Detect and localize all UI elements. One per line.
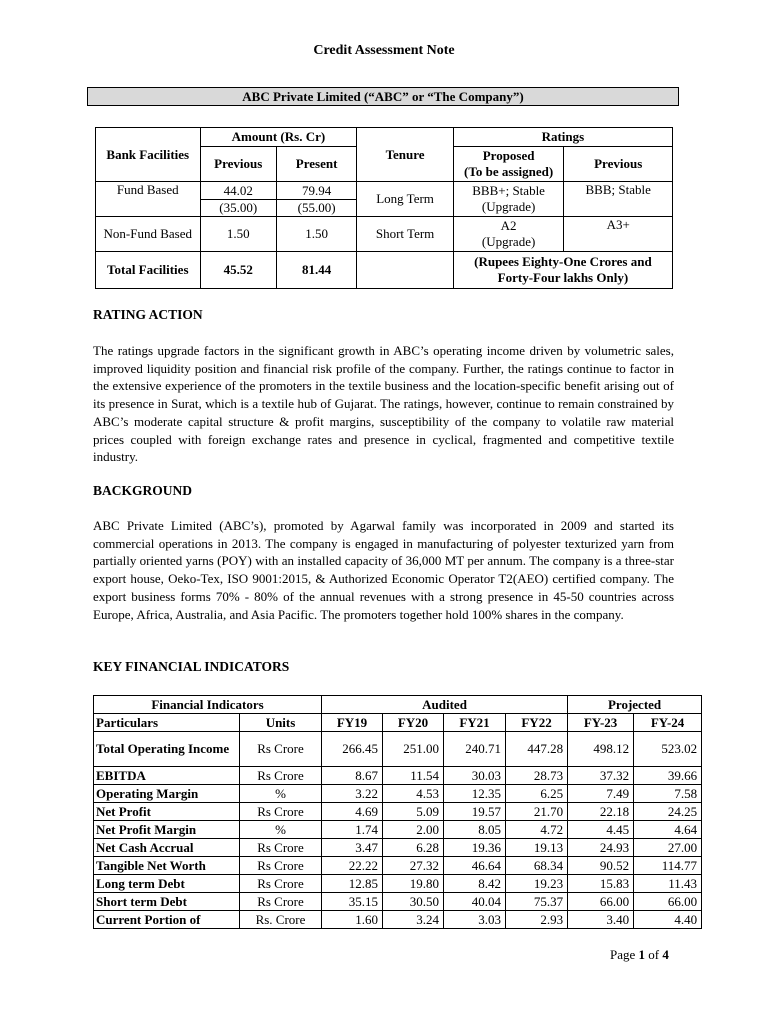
kfi-value-cell: 22.22 <box>322 857 383 875</box>
kfi-row-unit: Rs Crore <box>240 875 322 893</box>
kfi-value-cell: 15.83 <box>568 875 634 893</box>
kfi-group-audited: Audited <box>322 696 568 714</box>
kfi-value-cell: 4.53 <box>383 785 444 803</box>
header-tenure: Tenure <box>357 128 454 182</box>
kfi-column-header: FY-23 <box>568 714 634 732</box>
kfi-value-cell: 1.60 <box>322 911 383 929</box>
kfi-value-cell: 66.00 <box>568 893 634 911</box>
header-ratings-previous: Previous <box>564 147 673 182</box>
page-current: 1 <box>638 947 646 962</box>
table-row <box>94 857 702 875</box>
rating-action-paragraph: The ratings upgrade factors in the significant growth in ABC’s operating income driven by volumetric sales, improved liquidity position and financial risk profile of the company. Further, the ratings continue to factor in the extensive experience of the promoters in the textile business and the location-specific benefit arising out of its presence in Surat, which is a textile hub of Gujarat. The ratings, however, continue to remain constrained by ABC’s moderate capital structure & profit margins, susceptibility of the company to volatile raw material prices coupled with foreign exchange rates and presence in cyclical, fragmented and competitive textile industry. <box>93 343 674 465</box>
kfi-value-cell: 27.00 <box>634 839 702 857</box>
row-fund-based-previous: 44.02 <box>200 182 276 200</box>
kfi-value-cell: 3.24 <box>383 911 444 929</box>
kfi-value-cell: 68.34 <box>506 857 568 875</box>
kfi-row-unit: Rs Crore <box>240 803 322 821</box>
kfi-value-cell: 3.22 <box>322 785 383 803</box>
kfi-value-cell: 447.28 <box>506 732 568 767</box>
kfi-value-cell: 66.00 <box>634 893 702 911</box>
row-non-fund-based-present: 1.50 <box>276 217 356 252</box>
kfi-row-unit: % <box>240 785 322 803</box>
row-fund-based-name: Fund Based <box>96 182 201 217</box>
kfi-value-cell: 4.40 <box>634 911 702 929</box>
kfi-row-label: EBITDA <box>94 767 240 785</box>
company-banner: ABC Private Limited (“ABC” or “The Company”) <box>87 87 679 106</box>
bank-facilities-table <box>95 127 673 289</box>
kfi-value-cell: 7.49 <box>568 785 634 803</box>
kfi-row-label: Operating Margin <box>94 785 240 803</box>
kfi-value-cell: 3.03 <box>444 911 506 929</box>
kfi-value-cell: 19.23 <box>506 875 568 893</box>
kfi-column-header: FY21 <box>444 714 506 732</box>
page-number <box>610 947 669 963</box>
row-fund-based-proposed <box>453 182 564 217</box>
kfi-row-label: Net Cash Accrual <box>94 839 240 857</box>
row-fund-based-proposed-line1: BBB+; Stable <box>472 183 545 198</box>
kfi-column-header: Units <box>240 714 322 732</box>
rating-action-heading: RATING ACTION <box>93 307 203 322</box>
row-non-fund-based-tenure: Short Term <box>357 217 454 252</box>
kfi-row-unit: Rs Crore <box>240 767 322 785</box>
table-row <box>94 875 702 893</box>
kfi-value-cell: 3.40 <box>568 911 634 929</box>
header-amount-present: Present <box>276 147 356 182</box>
kfi-value-cell: 251.00 <box>383 732 444 767</box>
kfi-value-cell: 11.43 <box>634 875 702 893</box>
kfi-value-cell: 46.64 <box>444 857 506 875</box>
page-total: 4 <box>662 947 669 962</box>
kfi-value-cell: 6.25 <box>506 785 568 803</box>
table-row <box>94 767 702 785</box>
kfi-value-cell: 24.93 <box>568 839 634 857</box>
kfi-value-cell: 19.36 <box>444 839 506 857</box>
row-fund-based-previous-sub: (35.00) <box>200 200 276 217</box>
kfi-value-cell: 523.02 <box>634 732 702 767</box>
key-financial-indicators-table <box>93 695 702 929</box>
kfi-value-cell: 40.04 <box>444 893 506 911</box>
kfi-row-unit: Rs. Crore <box>240 911 322 929</box>
kfi-value-cell: 12.35 <box>444 785 506 803</box>
page-prefix: Page <box>610 947 639 962</box>
kfi-value-cell: 19.13 <box>506 839 568 857</box>
kfi-value-cell: 498.12 <box>568 732 634 767</box>
kfi-row-label: Net Profit Margin <box>94 821 240 839</box>
kfi-row-unit: Rs Crore <box>240 732 322 767</box>
header-amount: Amount (Rs. Cr) <box>200 128 357 147</box>
kfi-row-label: Tangible Net Worth <box>94 857 240 875</box>
kfi-value-cell: 19.57 <box>444 803 506 821</box>
row-total-present: 81.44 <box>276 252 356 289</box>
header-ratings: Ratings <box>453 128 672 147</box>
kfi-column-header-row <box>94 714 702 732</box>
kfi-row-unit: Rs Crore <box>240 893 322 911</box>
row-total-name: Total Facilities <box>96 252 201 289</box>
kfi-column-header: Particulars <box>94 714 240 732</box>
kfi-group-projected: Projected <box>568 696 702 714</box>
kfi-value-cell: 6.28 <box>383 839 444 857</box>
kfi-row-unit: Rs Crore <box>240 839 322 857</box>
kfi-value-cell: 24.25 <box>634 803 702 821</box>
kfi-value-cell: 1.74 <box>322 821 383 839</box>
kfi-column-header: FY22 <box>506 714 568 732</box>
kfi-value-cell: 2.00 <box>383 821 444 839</box>
kfi-column-header: FY20 <box>383 714 444 732</box>
kfi-row-label: Total Operating Income <box>94 732 240 767</box>
kfi-value-cell: 266.45 <box>322 732 383 767</box>
kfi-value-cell: 12.85 <box>322 875 383 893</box>
kfi-group-financial-indicators: Financial Indicators <box>94 696 322 714</box>
kfi-value-cell: 7.58 <box>634 785 702 803</box>
row-non-fund-based-proposed-line1: A2 <box>500 218 517 233</box>
table-row <box>94 839 702 857</box>
kfi-value-cell: 11.54 <box>383 767 444 785</box>
row-non-fund-based-name: Non-Fund Based <box>96 217 201 252</box>
kfi-value-cell: 28.73 <box>506 767 568 785</box>
kfi-value-cell: 5.09 <box>383 803 444 821</box>
kfi-value-cell: 4.64 <box>634 821 702 839</box>
header-amount-previous: Previous <box>200 147 276 182</box>
row-fund-based-present-sub: (55.00) <box>276 200 356 217</box>
row-fund-based-present: 79.94 <box>276 182 356 200</box>
header-proposed-line2: (To be assigned) <box>464 164 554 179</box>
row-non-fund-based-previous: 1.50 <box>200 217 276 252</box>
kfi-row-unit: Rs Crore <box>240 857 322 875</box>
kfi-row-unit: % <box>240 821 322 839</box>
page-of: of <box>645 947 663 962</box>
kfi-value-cell: 39.66 <box>634 767 702 785</box>
row-total-tenure <box>357 252 454 289</box>
row-non-fund-based-proposed-line2: (Upgrade) <box>481 234 536 249</box>
kfi-value-cell: 8.05 <box>444 821 506 839</box>
kfi-value-cell: 30.50 <box>383 893 444 911</box>
kfi-value-cell: 3.47 <box>322 839 383 857</box>
row-non-fund-based-proposed <box>453 217 564 252</box>
background-heading: BACKGROUND <box>93 483 193 498</box>
kfi-value-cell: 240.71 <box>444 732 506 767</box>
row-fund-based-proposed-line2: (Upgrade) <box>481 199 536 214</box>
kfi-value-cell: 8.67 <box>322 767 383 785</box>
header-proposed <box>453 147 564 182</box>
header-proposed-line1: Proposed <box>482 148 535 163</box>
table-row <box>94 911 702 929</box>
row-fund-based-tenure: Long Term <box>357 182 454 217</box>
kfi-value-cell: 21.70 <box>506 803 568 821</box>
kfi-value-cell: 4.72 <box>506 821 568 839</box>
kfi-value-cell: 90.52 <box>568 857 634 875</box>
document-title: Credit Assessment Note <box>313 43 455 58</box>
kfi-value-cell: 37.32 <box>568 767 634 785</box>
kfi-value-cell: 114.77 <box>634 857 702 875</box>
table-row <box>94 893 702 911</box>
kfi-value-cell: 4.45 <box>568 821 634 839</box>
kfi-value-cell: 4.69 <box>322 803 383 821</box>
kfi-value-cell: 22.18 <box>568 803 634 821</box>
kfi-column-header: FY19 <box>322 714 383 732</box>
kfi-row-label: Short term Debt <box>94 893 240 911</box>
kfi-value-cell: 19.80 <box>383 875 444 893</box>
kfi-table-body <box>94 732 702 929</box>
kfi-heading: KEY FINANCIAL INDICATORS <box>93 659 290 674</box>
kfi-row-label: Net Profit <box>94 803 240 821</box>
kfi-value-cell: 30.03 <box>444 767 506 785</box>
kfi-value-cell: 27.32 <box>383 857 444 875</box>
kfi-row-label: Long term Debt <box>94 875 240 893</box>
header-bank-facilities: Bank Facilities <box>96 128 201 182</box>
kfi-column-header: FY-24 <box>634 714 702 732</box>
kfi-value-cell: 35.15 <box>322 893 383 911</box>
table-row <box>94 803 702 821</box>
kfi-value-cell: 8.42 <box>444 875 506 893</box>
kfi-value-cell: 75.37 <box>506 893 568 911</box>
table-row <box>94 821 702 839</box>
row-fund-based-rating-previous: BBB; Stable <box>564 182 673 217</box>
kfi-row-label: Current Portion of <box>94 911 240 929</box>
row-non-fund-based-rating-previous: A3+ <box>564 217 673 252</box>
table-row <box>94 785 702 803</box>
table-row <box>94 732 702 767</box>
row-total-words: (Rupees Eighty-One Crores and Forty-Four lakhs Only) <box>453 252 672 289</box>
kfi-value-cell: 2.93 <box>506 911 568 929</box>
background-paragraph: ABC Private Limited (ABC’s), promoted by Agarwal family was incorporated in 2009 and started its commercial operations in 2013. The company is engaged in manufacturing of polyester texturized yarn from partially oriented yarns (POY) with an installed capacity of 36,000 MT per annum. The company is a three-star export house, Oeko-Tex, ISO 9001:2015, & Authorized Economic Operator T2(AEO) certified company. The export business forms 70% - 80% of the annual revenues with a strong presence in 45-50 countries across Europe, Africa, Australia, and Asia Pacific. The promoters together hold 100% shares in the company. <box>93 518 674 622</box>
row-total-previous: 45.52 <box>200 252 276 289</box>
